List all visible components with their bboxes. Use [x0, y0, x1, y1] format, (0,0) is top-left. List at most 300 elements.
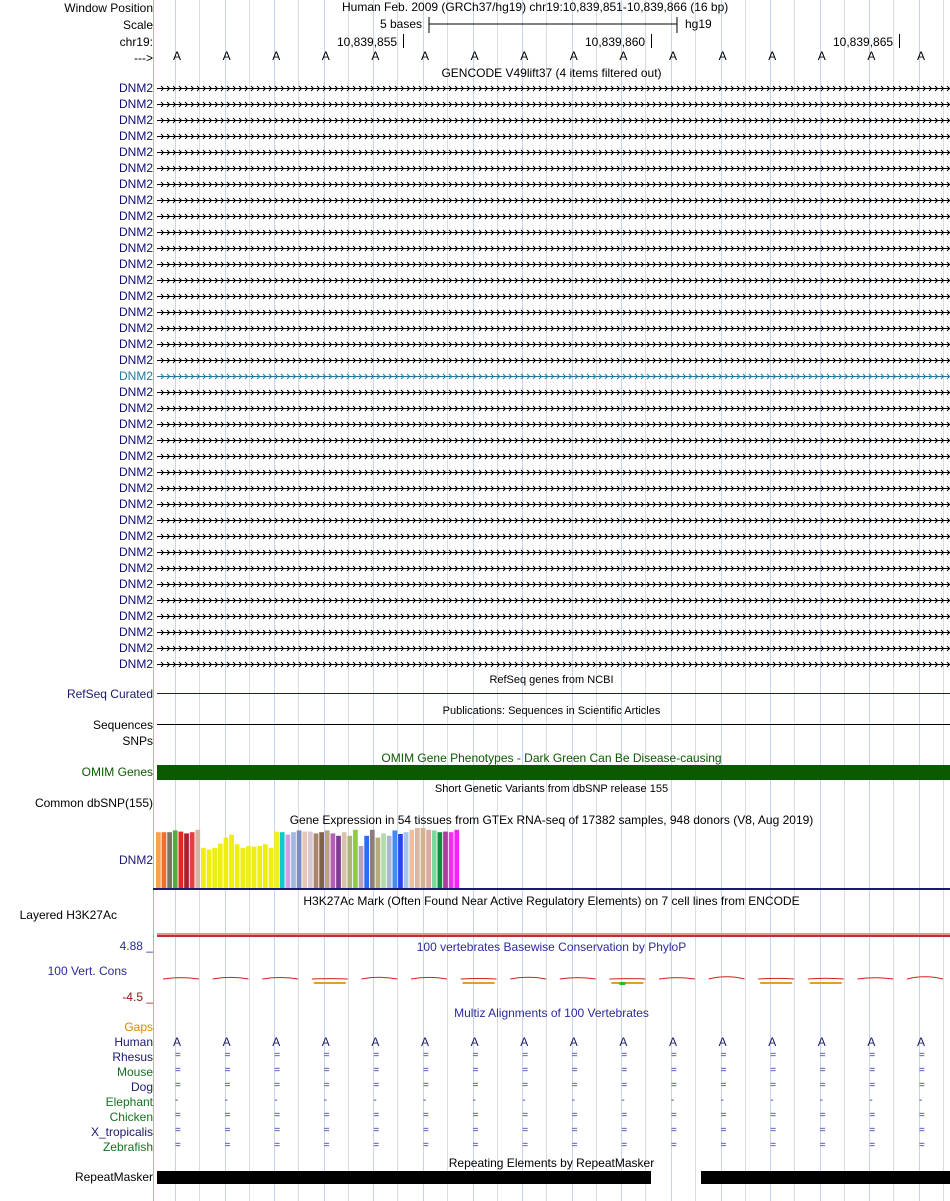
transcript-line[interactable]: [157, 166, 950, 171]
gtex-tissue-bar[interactable]: [235, 844, 240, 888]
alignment-symbol: =: [224, 1050, 231, 1061]
gtex-tissue-bar[interactable]: [224, 838, 229, 888]
transcript-line[interactable]: [157, 294, 950, 299]
refseq-track-label[interactable]: RefSeq Curated: [66, 687, 153, 701]
phylop-score-mark: [560, 978, 596, 979]
transcript-line[interactable]: [157, 198, 950, 203]
alignment-symbol: =: [175, 1080, 181, 1091]
gencode-gene-label[interactable]: DNM2: [118, 273, 153, 287]
phylop-score-mark: [808, 978, 844, 983]
phylop-score-mark: [758, 978, 794, 983]
gtex-tissue-bar[interactable]: [454, 830, 459, 888]
gtex-tissue-bar[interactable]: [179, 832, 184, 888]
gencode-gene-label[interactable]: DNM2: [118, 161, 153, 175]
gtex-tissue-bar[interactable]: [263, 844, 268, 888]
gtex-tissue-bar[interactable]: [173, 830, 178, 888]
alignment-symbol: -: [671, 1095, 675, 1106]
scale-bases-text: 5 bases: [380, 17, 423, 31]
base-letter: A: [867, 49, 876, 63]
alignment-symbol: -: [175, 1095, 179, 1106]
chrom-label: chr19:: [119, 35, 153, 49]
alignment-symbol: =: [621, 1140, 628, 1151]
transcript-line[interactable]: [157, 246, 950, 251]
gencode-gene-label[interactable]: DNM2: [118, 609, 153, 623]
alignment-symbol: =: [671, 1140, 677, 1151]
alignment-symbol: A: [718, 1035, 727, 1049]
alignment-symbol: -: [919, 1095, 923, 1106]
alignment-symbol: A: [520, 1035, 529, 1049]
alignment-symbol: A: [222, 1035, 231, 1049]
alignment-symbol: -: [571, 1095, 576, 1106]
alignment-symbol: =: [720, 1140, 727, 1151]
gtex-tissue-bar[interactable]: [404, 832, 409, 888]
transcript-line[interactable]: [157, 134, 950, 139]
snps-track-label[interactable]: SNPs: [122, 734, 153, 748]
alignment-symbol: =: [819, 1050, 826, 1061]
conservation-ymax: 4.88 _: [119, 939, 153, 953]
scale-db-text: hg19: [685, 17, 712, 31]
transcript-line[interactable]: [157, 374, 950, 379]
gtex-tissue-bar[interactable]: [314, 833, 319, 888]
track-label-column: [0, 0, 153, 1201]
transcript-line[interactable]: [157, 534, 950, 539]
gencode-transcripts[interactable]: [153, 80, 950, 680]
gtex-tissue-bar[interactable]: [297, 830, 302, 888]
phylop-score-mark: [510, 977, 546, 979]
gencode-gene-label[interactable]: DNM2: [118, 465, 153, 479]
alignment-symbol: =: [274, 1110, 281, 1121]
alignment-symbol: =: [869, 1080, 876, 1091]
gtex-tissue-bar[interactable]: [443, 832, 448, 888]
gencode-gene-label[interactable]: DNM2: [118, 129, 153, 143]
scale-label: Scale: [122, 18, 153, 32]
gencode-gene-label[interactable]: DNM2: [118, 449, 153, 463]
alignment-symbol: =: [224, 1140, 231, 1151]
gtex-tissue-bar[interactable]: [162, 832, 167, 888]
gtex-track-title: Gene Expression in 54 tissues from GTEx RNA-seq of 17382 samples, 948 donors (V8, Aug 2019): [289, 813, 814, 827]
multiz-species-label[interactable]: Human: [114, 1035, 153, 1049]
alignment-symbol: =: [224, 1125, 231, 1136]
gencode-gene-label[interactable]: DNM2: [118, 481, 153, 495]
gencode-gene-label[interactable]: DNM2: [118, 257, 153, 271]
transcript-line[interactable]: [157, 406, 950, 411]
phylop-score-mark: [361, 977, 397, 979]
alignment-symbol: =: [869, 1050, 876, 1061]
conservation-track-label[interactable]: 100 Vert. Cons: [47, 964, 127, 978]
alignment-symbol: -: [323, 1095, 328, 1106]
transcript-line[interactable]: [157, 662, 950, 667]
refseq-line: [157, 693, 950, 694]
multiz-track-title: Multiz Alignments of 100 Vertebrates: [454, 1006, 649, 1020]
alignment-symbol: =: [274, 1140, 281, 1151]
gencode-gene-label[interactable]: DNM2: [118, 625, 153, 639]
alignment-symbol: =: [621, 1125, 628, 1136]
gtex-tissue-bar[interactable]: [257, 846, 262, 888]
omim-gene-bar[interactable]: [157, 765, 950, 780]
transcript-line[interactable]: [157, 278, 950, 283]
transcript-line[interactable]: [157, 182, 950, 187]
conservation-track-title: 100 vertebrates Basewise Conservation by PhyloP: [416, 940, 687, 954]
gtex-tissue-bar[interactable]: [207, 850, 212, 888]
gtex-tissue-bar[interactable]: [167, 832, 172, 888]
alignment-symbol: =: [819, 1140, 826, 1151]
alignment-symbol: =: [671, 1080, 677, 1091]
gtex-tissue-bar[interactable]: [252, 847, 257, 888]
transcript-line[interactable]: [157, 454, 950, 459]
multiz-species-label[interactable]: Zebrafish: [102, 1140, 153, 1154]
gtex-tissue-bar[interactable]: [415, 828, 420, 888]
base-letter: A: [173, 49, 182, 63]
alignment-symbol: A: [371, 1035, 380, 1049]
gtex-tissue-bar[interactable]: [212, 848, 217, 888]
gtex-tissue-bar[interactable]: [426, 830, 431, 888]
transcript-line[interactable]: [157, 230, 950, 235]
publications-track-label[interactable]: Sequences: [92, 718, 153, 732]
gencode-gene-label[interactable]: DNM2: [118, 417, 153, 431]
gencode-gene-label[interactable]: DNM2: [118, 321, 153, 335]
alignment-symbol: =: [224, 1065, 231, 1076]
repeatmasker-track-label[interactable]: RepeatMasker: [74, 1170, 153, 1184]
gencode-gene-label[interactable]: DNM2: [118, 177, 153, 191]
gencode-gene-label[interactable]: DNM2: [118, 289, 153, 303]
gtex-tissue-bar[interactable]: [156, 832, 161, 888]
alignment-symbol: =: [175, 1065, 181, 1076]
alignment-symbol: =: [423, 1125, 429, 1136]
transcript-line[interactable]: [157, 470, 950, 475]
alignment-symbol: =: [323, 1140, 330, 1151]
gtex-tissue-bar[interactable]: [381, 833, 386, 888]
gencode-gene-label[interactable]: DNM2: [118, 545, 153, 559]
ruler-tick-label: 10,839,865: [833, 35, 894, 49]
gtex-tissue-bar[interactable]: [195, 830, 200, 888]
transcript-line[interactable]: [157, 582, 950, 587]
transcript-line[interactable]: [157, 326, 950, 331]
transcript-line[interactable]: [157, 486, 950, 491]
transcript-line[interactable]: [157, 422, 950, 427]
h3k27ac-track-label[interactable]: Layered H3K27Ac: [19, 908, 117, 922]
transcript-line[interactable]: [157, 214, 950, 219]
alignment-symbol: =: [571, 1140, 578, 1151]
alignment-symbol: =: [373, 1080, 380, 1091]
alignment-symbol: A: [272, 1035, 281, 1049]
gtex-tissue-bar[interactable]: [274, 832, 279, 888]
base-letter: A: [619, 49, 628, 63]
gtex-tissue-bar[interactable]: [190, 832, 195, 888]
dbsnp-track-title: Short Genetic Variants from dbSNP release 155: [434, 783, 669, 795]
alignment-symbol: =: [472, 1080, 479, 1091]
phylop-score-mark: [709, 977, 745, 979]
gencode-gene-label[interactable]: DNM2: [118, 433, 153, 447]
alignment-symbol: =: [770, 1140, 777, 1151]
gencode-gene-label[interactable]: DNM2: [118, 657, 153, 671]
gtex-tissue-bar[interactable]: [387, 836, 392, 888]
phylop-highlight-mark: [619, 982, 625, 985]
base-letter: A: [321, 49, 330, 63]
alignment-symbol: =: [869, 1125, 876, 1136]
alignment-symbol: A: [619, 1035, 628, 1049]
gtex-tissue-bar[interactable]: [336, 836, 341, 888]
alignment-symbol: =: [720, 1050, 727, 1061]
gencode-gene-label[interactable]: DNM2: [118, 513, 153, 527]
transcript-line[interactable]: [157, 86, 950, 91]
gencode-gene-label[interactable]: DNM2: [118, 145, 153, 159]
gtex-tissue-bar[interactable]: [353, 830, 358, 888]
alignment-symbol: =: [373, 1125, 380, 1136]
repeat-element-block[interactable]: [701, 1171, 950, 1184]
alignment-symbol: =: [671, 1125, 677, 1136]
gencode-gene-label[interactable]: DNM2: [118, 97, 153, 111]
alignment-symbol: =: [522, 1125, 529, 1136]
transcript-line[interactable]: [157, 518, 950, 523]
alignment-symbol: =: [323, 1110, 330, 1121]
gencode-gene-label[interactable]: DNM2: [118, 385, 153, 399]
alignment-symbol: =: [671, 1065, 677, 1076]
alignment-symbol: =: [423, 1080, 429, 1091]
alignment-symbol: =: [621, 1080, 628, 1091]
gtex-tissue-bar[interactable]: [409, 830, 414, 888]
h3k27ac-baseline: [157, 935, 950, 937]
alignment-symbol: =: [819, 1125, 826, 1136]
alignment-symbol: =: [621, 1110, 628, 1121]
dbsnp-track-label[interactable]: Common dbSNP(155): [34, 796, 153, 810]
transcript-line[interactable]: [157, 118, 950, 123]
transcript-line[interactable]: [157, 342, 950, 347]
transcript-line[interactable]: [157, 262, 950, 267]
gtex-tissue-bar[interactable]: [285, 835, 290, 888]
gtex-tissue-bar[interactable]: [308, 832, 313, 888]
phylop-score-mark: [163, 978, 199, 979]
alignment-symbol: =: [274, 1125, 281, 1136]
alignment-symbol: =: [869, 1140, 876, 1151]
transcript-line[interactable]: [157, 614, 950, 619]
gencode-gene-label[interactable]: DNM2: [118, 369, 153, 383]
alignment-symbol: =: [224, 1110, 231, 1121]
omim-track-label[interactable]: OMIM Genes: [81, 765, 153, 779]
alignment-symbol: A: [669, 1035, 678, 1049]
transcript-line[interactable]: [157, 150, 950, 155]
alignment-symbol: =: [323, 1065, 330, 1076]
conservation-ymin: -4.5 _: [122, 990, 153, 1004]
transcript-line[interactable]: [157, 598, 950, 603]
gencode-gene-label[interactable]: DNM2: [118, 305, 153, 319]
gencode-gene-label[interactable]: DNM2: [118, 241, 153, 255]
multiz-gaps-label: Gaps: [124, 1020, 153, 1034]
alignment-symbol: =: [571, 1125, 578, 1136]
gencode-gene-label[interactable]: DNM2: [118, 225, 153, 239]
alignment-symbol: =: [720, 1080, 727, 1091]
alignment-symbol: -: [274, 1095, 278, 1106]
alignment-symbol: A: [817, 1035, 826, 1049]
alignment-symbol: =: [472, 1065, 479, 1076]
repeat-element-block[interactable]: [157, 1171, 651, 1184]
transcript-line[interactable]: [157, 390, 950, 395]
phylop-score-mark: [411, 977, 447, 979]
gtex-tissue-bar[interactable]: [319, 832, 324, 888]
multiz-species-label[interactable]: Chicken: [109, 1110, 153, 1124]
base-letter: A: [272, 49, 281, 63]
multiz-species-label[interactable]: Mouse: [116, 1065, 153, 1079]
alignment-symbol: =: [819, 1110, 826, 1121]
transcript-line[interactable]: [157, 358, 950, 363]
gencode-gene-label[interactable]: DNM2: [118, 529, 153, 543]
gencode-gene-label[interactable]: DNM2: [118, 641, 153, 655]
gtex-tissue-bar[interactable]: [421, 828, 426, 888]
alignment-symbol: =: [224, 1080, 231, 1091]
alignment-symbol: -: [819, 1095, 824, 1106]
gencode-gene-label[interactable]: DNM2: [118, 113, 153, 127]
gtex-tissue-bar[interactable]: [184, 833, 189, 888]
phylop-score-mark: [857, 978, 893, 979]
transcript-line[interactable]: [157, 566, 950, 571]
gtex-tissue-bar[interactable]: [331, 833, 336, 888]
gencode-gene-label[interactable]: DNM2: [118, 593, 153, 607]
alignment-symbol: =: [720, 1065, 727, 1076]
base-letter: A: [421, 49, 430, 63]
gtex-track-label[interactable]: DNM2: [118, 853, 153, 867]
base-letter: A: [470, 49, 479, 63]
multiz-species-label[interactable]: X_tropicalis: [90, 1125, 153, 1139]
gencode-gene-label[interactable]: DNM2: [118, 561, 153, 575]
gtex-tissue-bar[interactable]: [342, 832, 347, 888]
alignment-symbol: -: [522, 1095, 526, 1106]
alignment-symbol: =: [323, 1050, 330, 1061]
gencode-gene-label[interactable]: DNM2: [118, 577, 153, 591]
conservation-plot[interactable]: [153, 960, 950, 1000]
alignment-symbol: A: [173, 1035, 182, 1049]
alignment-symbol: =: [522, 1065, 529, 1076]
gtex-tissue-bar[interactable]: [359, 846, 364, 888]
multiz-species-label[interactable]: Rhesus: [112, 1050, 153, 1064]
alignment-symbol: =: [571, 1110, 578, 1121]
base-letter: A: [669, 49, 678, 63]
alignment-symbol: =: [869, 1110, 876, 1121]
base-letter: A: [817, 49, 826, 63]
gencode-gene-label[interactable]: DNM2: [118, 353, 153, 367]
gtex-tissue-bar[interactable]: [398, 834, 403, 888]
alignment-symbol: =: [671, 1110, 677, 1121]
browser-track-area[interactable]: [153, 0, 950, 1201]
alignment-symbol: -: [472, 1095, 476, 1106]
alignment-symbol: -: [720, 1095, 724, 1106]
phylop-score-mark: [461, 979, 497, 984]
alignment-symbol: =: [423, 1110, 429, 1121]
gtex-tissue-bar[interactable]: [449, 832, 454, 888]
gtex-tissue-bar[interactable]: [291, 832, 296, 888]
gtex-tissue-bar[interactable]: [201, 848, 206, 888]
alignment-symbol: =: [472, 1110, 479, 1121]
alignment-symbol: A: [421, 1035, 430, 1049]
phylop-score-mark: [907, 977, 943, 979]
gtex-tissue-bar[interactable]: [269, 848, 274, 888]
transcript-line[interactable]: [157, 630, 950, 635]
ruler-ticks: [153, 34, 950, 50]
phylop-score-mark: [312, 979, 348, 983]
alignment-symbol: =: [819, 1065, 826, 1076]
multiz-species-label[interactable]: Elephant: [105, 1095, 153, 1109]
alignment-symbol: A: [917, 1035, 926, 1049]
alignment-symbol: =: [175, 1140, 181, 1151]
alignment-symbol: A: [569, 1035, 578, 1049]
transcript-line[interactable]: [157, 550, 950, 555]
alignment-symbol: =: [571, 1050, 578, 1061]
alignment-symbol: =: [671, 1050, 677, 1061]
transcript-line[interactable]: [157, 502, 950, 507]
gtex-tissue-bar[interactable]: [432, 830, 437, 888]
transcript-line[interactable]: [157, 102, 950, 107]
ruler-tick-label: 10,839,860: [585, 35, 646, 49]
gtex-tissue-bar[interactable]: [392, 830, 397, 888]
gtex-tissue-bar[interactable]: [240, 848, 245, 888]
gtex-bar-chart[interactable]: [153, 828, 950, 890]
alignment-symbol: =: [919, 1140, 925, 1151]
alignment-symbol: -: [869, 1095, 873, 1106]
alignment-symbol: =: [919, 1050, 925, 1061]
alignment-symbol: =: [323, 1125, 330, 1136]
gencode-gene-label[interactable]: DNM2: [118, 209, 153, 223]
gtex-tissue-bar[interactable]: [347, 836, 352, 888]
multiz-species-label[interactable]: Dog: [130, 1080, 153, 1094]
publications-track-title: Publications: Sequences in Scientific Articles: [442, 705, 661, 717]
alignment-symbol: A: [470, 1035, 479, 1049]
alignment-symbol: A: [867, 1035, 876, 1049]
base-letter: A: [768, 49, 777, 63]
base-letter: A: [222, 49, 231, 63]
scale-bar: [425, 16, 685, 36]
alignment-symbol: =: [175, 1050, 181, 1061]
gencode-track-title: GENCODE V49lift37 (4 items filtered out): [441, 66, 662, 80]
gtex-tissue-bar[interactable]: [218, 844, 223, 888]
gtex-tissue-bar[interactable]: [280, 832, 285, 888]
gtex-tissue-bar[interactable]: [370, 830, 375, 888]
window-position-label: Window Position: [64, 1, 153, 15]
alignment-symbol: =: [472, 1050, 479, 1061]
alignment-symbol: =: [323, 1080, 330, 1091]
gtex-tissue-bar[interactable]: [246, 846, 251, 888]
transcript-line[interactable]: [157, 438, 950, 443]
transcript-line[interactable]: [157, 310, 950, 315]
gtex-tissue-bar[interactable]: [364, 836, 369, 888]
gencode-gene-label[interactable]: DNM2: [118, 401, 153, 415]
gtex-tissue-bar[interactable]: [302, 832, 307, 888]
base-letter: A: [569, 49, 578, 63]
alignment-symbol: =: [522, 1050, 529, 1061]
alignment-symbol: =: [621, 1065, 628, 1076]
transcript-line[interactable]: [157, 646, 950, 651]
alignment-symbol: -: [621, 1095, 625, 1106]
gencode-gene-label[interactable]: DNM2: [118, 193, 153, 207]
gtex-tissue-bar[interactable]: [325, 830, 330, 888]
alignment-symbol: =: [373, 1065, 380, 1076]
omim-track-title: OMIM Gene Phenotypes - Dark Green Can Be Disease-causing: [381, 751, 722, 765]
phylop-score-mark: [262, 978, 298, 980]
gencode-gene-label[interactable]: DNM2: [118, 337, 153, 351]
gtex-tissue-bar[interactable]: [376, 838, 381, 888]
alignment-symbol: A: [768, 1035, 777, 1049]
ruler-tick-label: 10,839,855: [337, 35, 398, 49]
phylop-score-mark: [213, 977, 249, 979]
alignment-symbol: =: [175, 1110, 181, 1121]
alignment-symbol: =: [472, 1125, 479, 1136]
base-letter: A: [371, 49, 380, 63]
alignment-symbol: =: [423, 1065, 429, 1076]
alignment-symbol: =: [571, 1080, 578, 1091]
alignment-symbol: =: [522, 1110, 529, 1121]
gtex-tissue-bar[interactable]: [438, 832, 443, 888]
gtex-tissue-bar[interactable]: [229, 835, 234, 888]
gencode-gene-label[interactable]: DNM2: [118, 81, 153, 95]
gencode-gene-label[interactable]: DNM2: [118, 497, 153, 511]
alignment-symbol: =: [522, 1080, 529, 1091]
